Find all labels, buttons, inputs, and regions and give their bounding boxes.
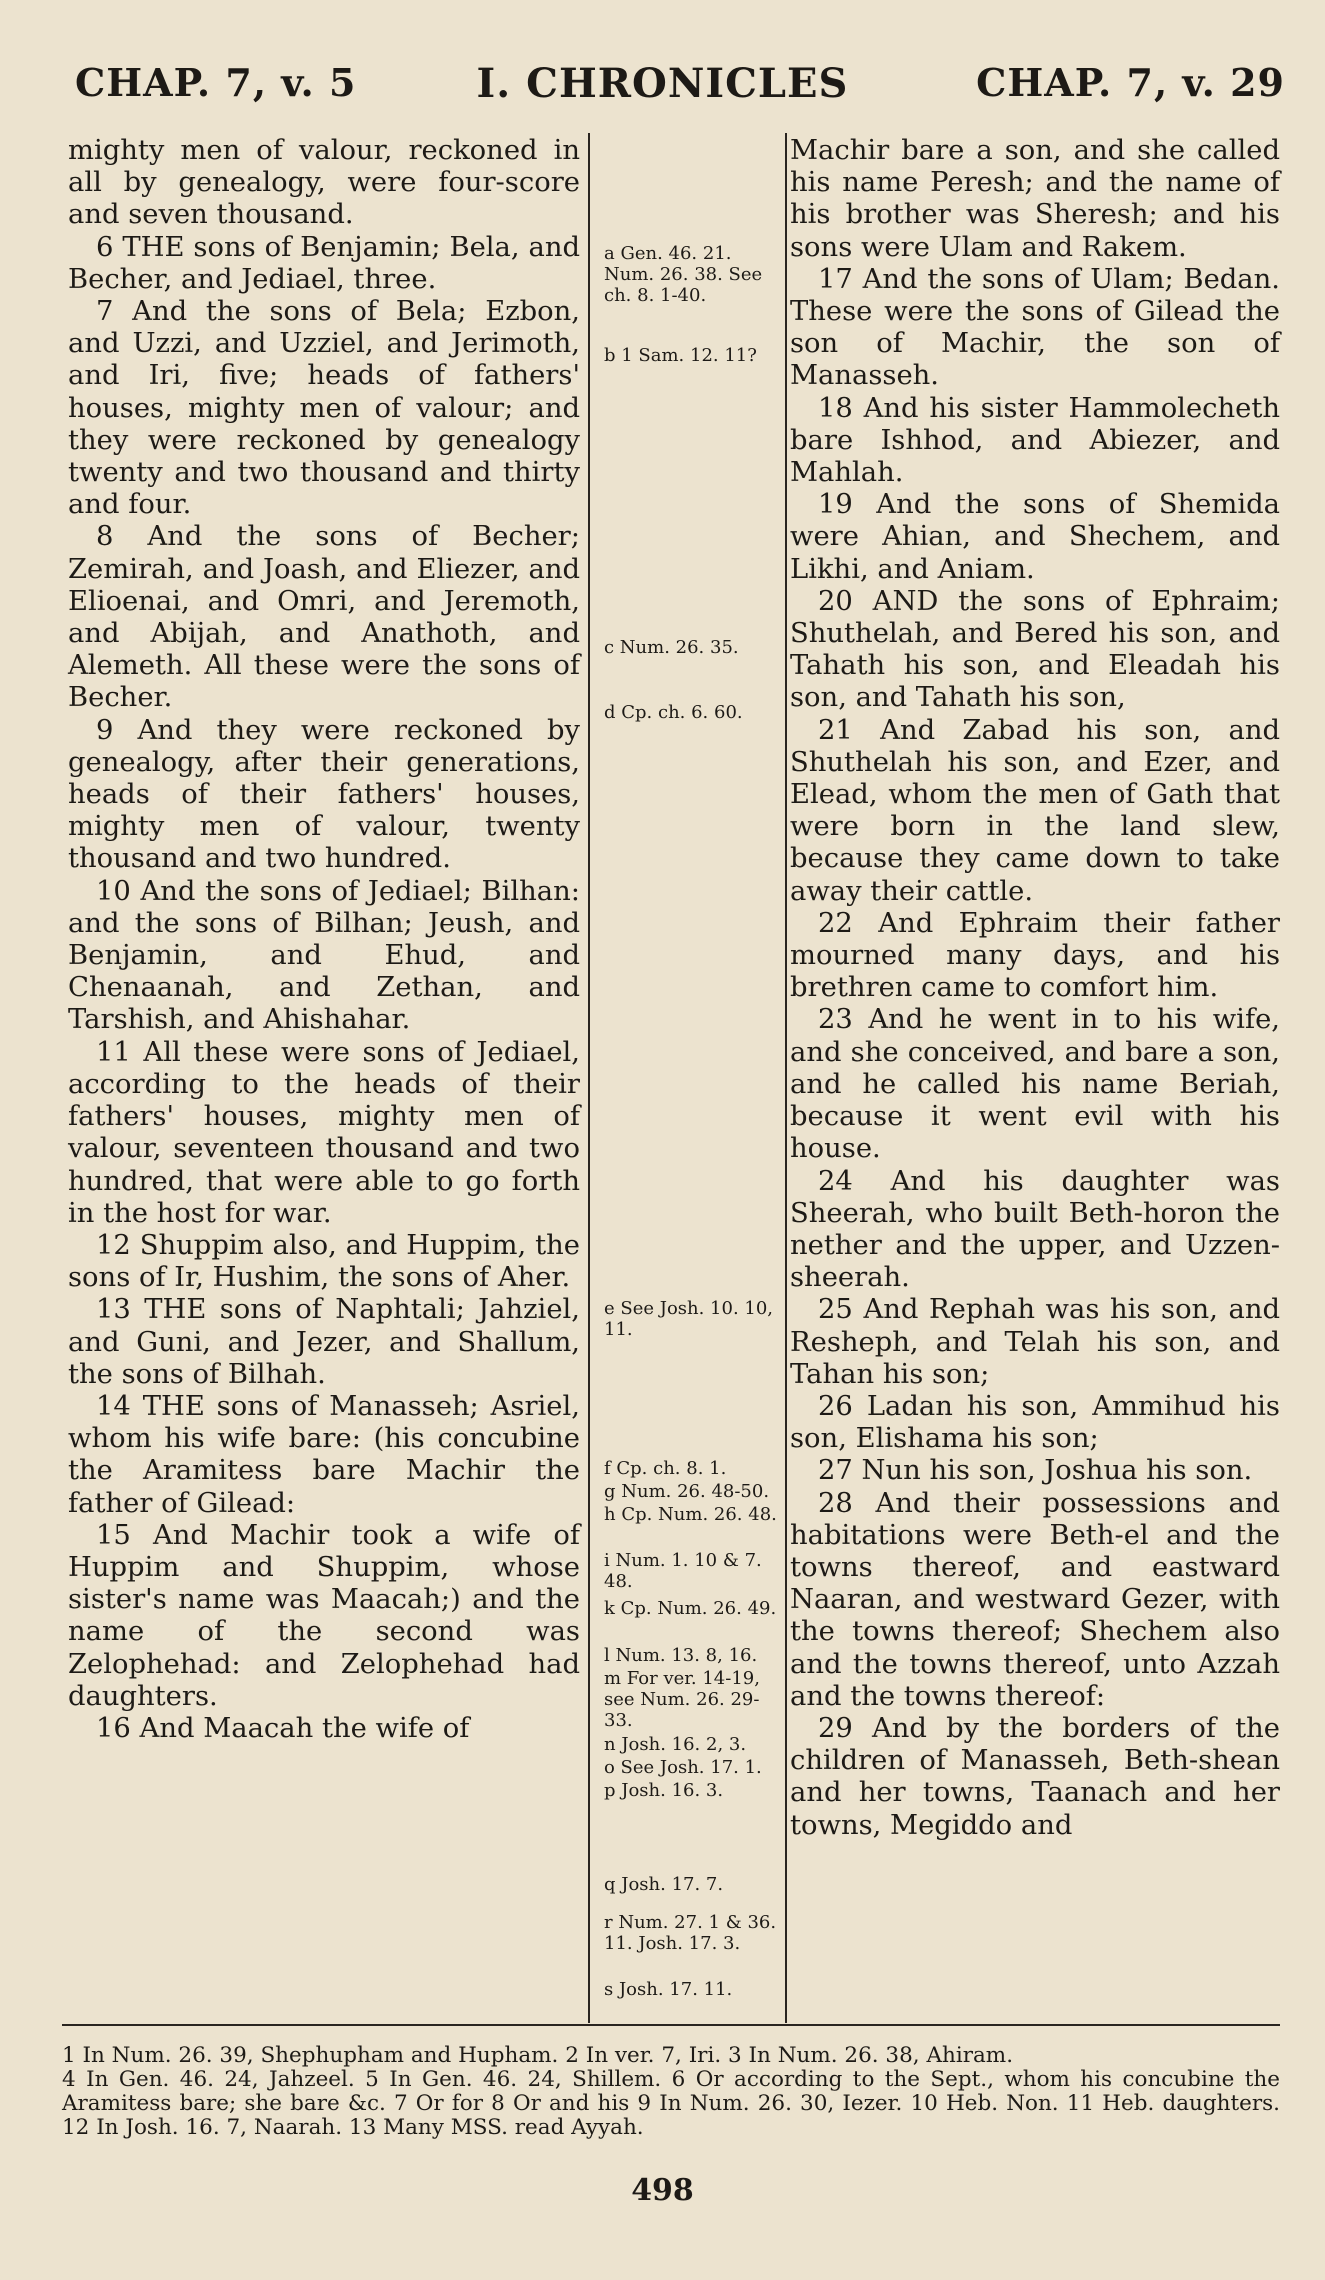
verse-paragraph: 16 And Maacah the wife of <box>96 1712 470 1744</box>
margin-reference: q Josh. 17. 7. <box>604 1874 724 1895</box>
left-text-column <box>68 135 580 1745</box>
column-divider-right <box>785 133 787 2023</box>
margin-reference: a Gen. 46. 21. Num. 26. 38. See ch. 8. 1-40. <box>604 243 763 306</box>
verse-paragraph: 17 And the sons of Ulam; Bedan. These were the sons of Gilead the son of Machir, the son of Manasseh. <box>790 263 1280 392</box>
footnote-line: 1 In Num. 26. 39, Shephupham and Hupham. 2 In ver. 7, Iri. 3 In Num. 26. 38, Ahiram. <box>62 2043 1014 2068</box>
verse-paragraph: 29 And by the borders of the children of Manasseh, Beth-shean and her towns, Taanach and her towns, Megiddo and <box>790 1712 1280 1841</box>
verse-paragraph: 7 And the sons of Bela; Ezbon, and Uzzi, and Uzziel, and Jerimoth, and Iri, five; heads of fathers' houses, mighty men of valour; and they were reckoned by genealogy twenty and two thousand and thirty and four. <box>68 296 580 521</box>
verse-paragraph: 21 And Zabad his son, and Shuthelah his son, and Ezer, and Elead, whom the men of Gath that were born in the land slew, because they came down to take away their cattle. <box>790 714 1280 907</box>
verse-paragraph: 15 And Machir took a wife of Huppim and Shuppim, whose sister's name was Maacah;) and the name of the second was Zelophehad: and Zelophehad had daughters. <box>68 1519 580 1712</box>
header-chapter-left: CHAP. 7, v. 5 <box>75 60 357 105</box>
verse-paragraph: 28 And their possessions and habitations were Beth-el and the towns thereof, and eastward Naaran, and westward Gezer, with the towns thereof; Shechem also and the towns thereof, unto Azzah and the towns thereof: <box>790 1487 1280 1712</box>
margin-reference: s Josh. 17. 11. <box>604 1979 733 2000</box>
verse-paragraph: 13 THE sons of Naphtali; Jahziel, and Guni, and Jezer, and Shallum, the sons of Bilhah. <box>68 1294 580 1390</box>
margin-reference: h Cp. Num. 26. 48. <box>604 1504 777 1525</box>
margin-reference: k Cp. Num. 26. 49. <box>604 1598 777 1619</box>
footnote-rule <box>62 2024 1280 2026</box>
margin-reference: n Josh. 16. 2, 3. <box>604 1734 747 1755</box>
verse-paragraph: Machir bare a son, and she called his name Peresh; and the name of his brother was Sheresh; and his sons were Ulam and Rakem. <box>790 135 1280 263</box>
verse-paragraph: 24 And his daughter was Sheerah, who built Beth-horon the nether and the upper, and Uzzen-sheerah. <box>790 1165 1280 1294</box>
margin-reference: r Num. 27. 1 & 36. 11. Josh. 17. 3. <box>604 1912 777 1954</box>
margin-reference: d Cp. ch. 6. 60. <box>604 702 743 723</box>
verse-paragraph: 10 And the sons of Jediael; Bilhan: and the sons of Bilhan; Jeush, and Benjamin, and Ehud, and Chenaanah, and Zethan, and Tarshish, and Ahishahar. <box>68 875 580 1036</box>
margin-reference: e See Josh. 10. 10, 11. <box>604 1298 774 1340</box>
page-number: 498 <box>631 2173 694 2208</box>
verse-paragraph: mighty men of valour, reckoned in all by genealogy, were four-score and seven thousand. <box>68 135 580 231</box>
verse-paragraph: 27 Nun his son, Joshua his son. <box>818 1455 1253 1487</box>
margin-reference: l Num. 13. 8, 16. <box>604 1645 758 1666</box>
margin-reference: b 1 Sam. 12. 11? <box>604 345 757 366</box>
header-chapter-right: CHAP. 7, v. 29 <box>976 60 1285 105</box>
verse-paragraph: 25 And Rephah was his son, and Resheph, and Telah his son, and Tahan his son; <box>790 1294 1280 1390</box>
margin-reference: f Cp. ch. 8. 1. <box>604 1458 727 1479</box>
margin-reference: c Num. 26. 35. <box>604 637 739 658</box>
verse-paragraph: 20 AND the sons of Ephraim; Shuthelah, and Bered his son, and Tahath his son, and Eleadah his son, and Tahath his son, <box>790 585 1280 714</box>
verse-paragraph: 9 And they were reckoned by genealogy, after their generations, heads of their fathers' houses, mighty men of valour, twenty thousand and two hundred. <box>68 714 580 875</box>
footnote-line: 4 In Gen. 46. 24, Jahzeel. 5 In Gen. 46. 24, Shillem. 6 Or according to the Sept., whom his concubine the Aramitess bare; she bare &c. 7 Or for 8 Or and his 9 In Num. 26. 30, Iezer. 10 Heb. Non. 11 Heb. daughters. 12 In Josh. 16. 7, Naarah. 13 Many MSS. read Ayyah. <box>62 2067 1280 2140</box>
verse-paragraph: 22 And Ephraim their father mourned many days, and his brethren came to comfort him. <box>790 907 1280 1004</box>
verse-paragraph: 14 THE sons of Manasseh; Asriel, whom his wife bare: (his concubine the Aramitess bare Machir the father of Gilead: <box>68 1390 580 1519</box>
verse-paragraph: 23 And he went in to his wife, and she conceived, and bare a son, and he called his name Beriah, because it went evil with his house. <box>790 1004 1280 1165</box>
right-text-column <box>790 135 1280 1842</box>
margin-reference: o See Josh. 17. 1. <box>604 1757 762 1778</box>
verse-paragraph: 12 Shuppim also, and Huppim, the sons of Ir, Hushim, the sons of Aher. <box>68 1229 580 1294</box>
verse-paragraph: 11 All these were sons of Jediael, according to the heads of their fathers' houses, mighty men of valour, seventeen thousand and two hundred, that were able to go forth in the host for war. <box>68 1036 580 1229</box>
verse-paragraph: 18 And his sister Hammolecheth bare Ishhod, and Abiezer, and Mahlah. <box>790 392 1280 489</box>
verse-paragraph: 8 And the sons of Becher; Zemirah, and Joash, and Eliezer, and Elioenai, and Omri, and Jeremoth, and Abijah, and Anathoth, and Alemeth. All these were the sons of Becher. <box>68 521 580 714</box>
column-divider-left <box>588 133 590 2023</box>
verse-paragraph: 6 THE sons of Benjamin; Bela, and Becher, and Jediael, three. <box>68 231 580 295</box>
margin-reference: i Num. 1. 10 & 7. 48. <box>604 1550 762 1592</box>
margin-reference: g Num. 26. 48-50. <box>604 1481 770 1502</box>
header-book-title: I. CHRONICLES <box>476 60 849 107</box>
margin-reference: m For ver. 14-19, see Num. 26. 29-33. <box>604 1668 760 1731</box>
margin-reference: p Josh. 16. 3. <box>604 1780 724 1801</box>
verse-paragraph: 26 Ladan his son, Ammihud his son, Elishama his son; <box>790 1390 1280 1455</box>
footnotes <box>62 2044 1280 2140</box>
verse-paragraph: 19 And the sons of Shemida were Ahian, and Shechem, and Likhi, and Aniam. <box>790 489 1280 585</box>
